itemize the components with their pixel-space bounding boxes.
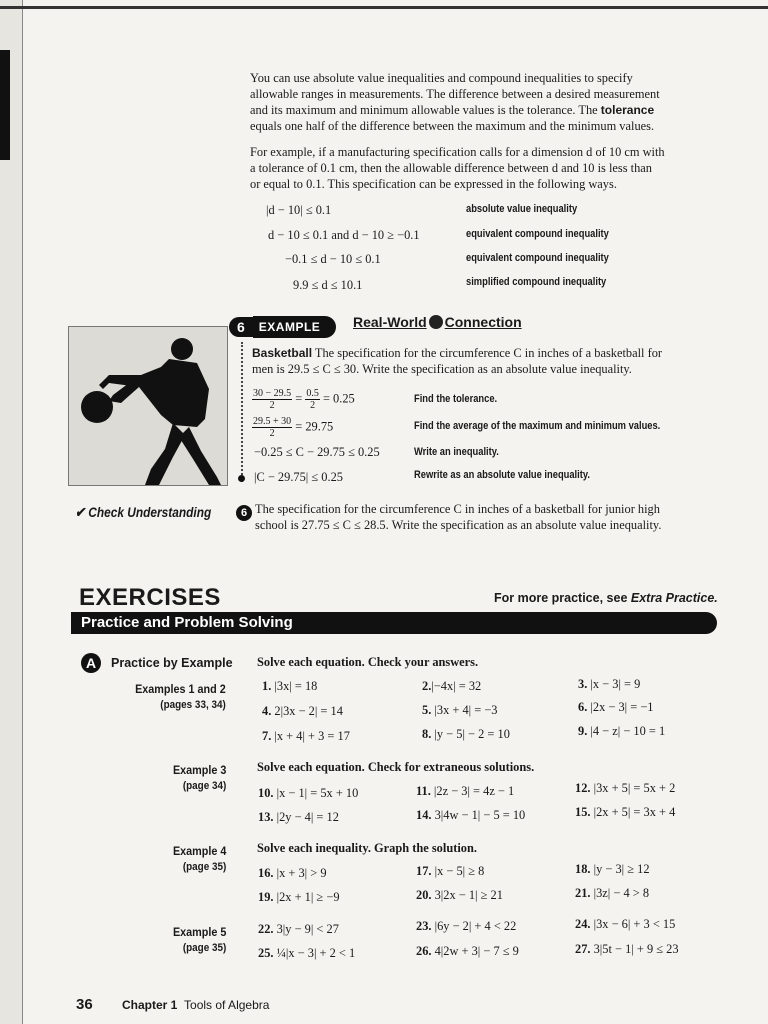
problem-number: 14. <box>416 808 432 822</box>
group-head-4: Example 5 <box>172 925 226 939</box>
problem-18 <box>575 862 650 877</box>
problem-number: 9. <box>578 724 588 738</box>
globe-icon <box>429 315 443 329</box>
spec-expr-4: 9.9 ≤ d ≤ 10.1 <box>293 278 363 292</box>
problem-number: 10. <box>258 786 274 800</box>
problem-22 <box>258 922 339 937</box>
problem-number: 17. <box>416 864 432 878</box>
problem-27 <box>575 942 679 957</box>
binder-tab <box>0 50 10 160</box>
text-line: For example, if a manufacturing specification calls for a dimension d of 10 cm with <box>250 145 665 159</box>
example-number: 6 <box>229 317 253 337</box>
group-instr-1: Solve each equation. Check your answers. <box>257 655 479 669</box>
problem-text: |x − 5| ≥ 8 <box>434 864 485 878</box>
problem-text: |3z| − 4 > 8 <box>593 886 650 900</box>
problem-text: |x + 3| > 9 <box>276 866 327 880</box>
group-instr-2: Solve each equation. Check for extraneous solutions. <box>257 760 535 774</box>
problem-number: 2. <box>422 679 432 693</box>
example-step-4: |C − 29.75| ≤ 0.25 <box>254 470 343 484</box>
checkmark-icon: ✔ <box>75 504 85 520</box>
problem-23 <box>416 919 516 934</box>
problem-number: 24. <box>575 917 591 931</box>
spec-note-3: equivalent compound inequality <box>466 252 609 264</box>
more-practice-note <box>494 591 718 605</box>
lead-term: Basketball <box>252 346 313 360</box>
text-line: allowable ranges in measurements. The difference between a desired measurement <box>250 87 660 101</box>
group-sub-2: (page 34) <box>182 780 226 792</box>
spec-note-1: absolute value inequality <box>466 203 578 215</box>
problem-text: |x − 1| = 5x + 10 <box>276 786 359 800</box>
problem-text: 3|5t − 1| + 9 ≤ 23 <box>593 942 679 956</box>
group-sub-1: (pages 33, 34) <box>160 699 226 711</box>
check-understanding-label <box>75 504 211 521</box>
problem-number: 5. <box>422 703 432 717</box>
problem-19 <box>258 890 340 905</box>
problem-text: |3x + 5| = 5x + 2 <box>593 781 676 795</box>
player-silhouette-svg <box>69 327 227 485</box>
group-sub-3: (page 35) <box>182 861 226 873</box>
fraction <box>305 388 320 411</box>
text-line: men is 29.5 ≤ C ≤ 30. Write the specification as an absolute value inequality. <box>252 362 632 376</box>
spec-expr-3: −0.1 ≤ d − 10 ≤ 0.1 <box>285 252 381 266</box>
exercises-title: EXERCISES <box>79 584 221 611</box>
step-note-2: Find the average of the maximum and minimum values. <box>414 420 661 432</box>
group-head-1: Examples 1 and 2 <box>135 682 226 696</box>
step-bullet <box>238 475 245 482</box>
step-note-3: Write an inequality. <box>414 446 499 458</box>
problem-text: |3x + 4| = −3 <box>434 703 498 717</box>
denominator: 2 <box>269 400 275 411</box>
problem-text: ¼|x − 3| + 2 < 1 <box>276 946 356 960</box>
problem-2 <box>422 679 481 694</box>
equals-sign: = <box>295 391 303 406</box>
problem-25 <box>258 946 355 961</box>
top-edge-line <box>0 6 768 9</box>
problem-11 <box>416 784 514 799</box>
label-text: Check Understanding <box>88 504 212 520</box>
example-dotted-rule <box>241 342 243 482</box>
problem-number: 4. <box>262 704 272 718</box>
problem-13 <box>258 810 339 825</box>
group-head-2: Example 3 <box>172 763 226 777</box>
numerator: 0.5 <box>306 388 319 399</box>
denominator: 2 <box>310 400 316 411</box>
problem-number: 11. <box>416 784 431 798</box>
problem-text: 3|2x − 1| ≥ 21 <box>434 888 503 902</box>
text-line: a tolerance of 0.1 cm, then the allowable difference between d and 10 is less than <box>250 161 652 175</box>
step-note-1: Find the tolerance. <box>414 393 498 405</box>
problem-number: 13. <box>258 810 274 824</box>
problem-text: |2y − 4| = 12 <box>276 810 339 824</box>
problem-number: 20. <box>416 888 432 902</box>
problem-text: |y − 3| ≥ 12 <box>593 862 650 876</box>
text-line: You can use absolute value inequalities and compound inequalities to specify <box>250 71 633 85</box>
problem-number: 25. <box>258 946 274 960</box>
problem-text: 2|3x − 2| = 14 <box>274 704 343 718</box>
problem-number: 16. <box>258 866 274 880</box>
problem-14 <box>416 808 525 823</box>
group-instr-3: Solve each inequality. Graph the solution. <box>257 841 477 855</box>
problem-text: |6y − 2| + 4 < 22 <box>434 919 517 933</box>
level-a-badge: A <box>81 653 101 673</box>
problem-20 <box>416 888 503 903</box>
problem-number: 23. <box>416 919 432 933</box>
example-word: EXAMPLE <box>253 316 337 338</box>
real-world-connection-title <box>353 314 522 330</box>
numerator: 29.5 + 30 <box>253 416 292 427</box>
step-note-4: Rewrite as an absolute value inequality. <box>414 469 590 481</box>
title-part: Real-World <box>353 314 427 330</box>
extra-practice-ref: Extra Practice. <box>630 591 718 605</box>
problem-17 <box>416 864 484 879</box>
check-number: 6 <box>236 505 252 521</box>
problem-10 <box>258 786 358 801</box>
group-sub-4: (page 35) <box>182 942 226 954</box>
problem-number: 19. <box>258 890 274 904</box>
problem-text: |2x + 1| ≥ −9 <box>276 890 340 904</box>
text-line: The specification for the circumference C in inches of a basketball for junior high <box>255 502 660 516</box>
practice-by-example-label: Practice by Example <box>111 656 233 670</box>
problem-number: 12. <box>575 781 591 795</box>
text-span: For more practice, see <box>494 591 628 605</box>
text-line <box>252 345 722 361</box>
text-span: The specification for the circumference C in inches of a basketball for <box>314 346 663 360</box>
example-step-1 <box>252 388 355 411</box>
problem-text: |2z − 3| = 4z − 1 <box>433 784 515 798</box>
problem-number: 3. <box>578 677 588 691</box>
spec-note-4: simplified compound inequality <box>466 276 607 288</box>
key-term: tolerance <box>600 103 655 117</box>
text-span: and its maximum and minimum allowable values is the tolerance. The <box>250 103 598 117</box>
spec-note-2: equivalent compound inequality <box>466 228 609 240</box>
intro-paragraph-1 <box>250 70 712 134</box>
example-problem <box>252 345 722 377</box>
problem-number: 22. <box>258 922 274 936</box>
problem-text: |−4x| = 32 <box>431 679 482 693</box>
problem-8 <box>422 727 510 742</box>
problem-text: 3|4w − 1| − 5 = 10 <box>434 808 526 822</box>
problem-16 <box>258 866 327 881</box>
problem-number: 6. <box>578 700 588 714</box>
problem-6 <box>578 700 654 715</box>
problem-5 <box>422 703 498 718</box>
problem-text: |2x + 5| = 3x + 4 <box>593 805 676 819</box>
result: = 29.75 <box>295 419 334 434</box>
problem-7 <box>262 729 350 744</box>
text-line: or equal to 0.1. This specification can be expressed in the following ways. <box>250 177 617 191</box>
problem-number: 7. <box>262 729 272 743</box>
text-line: school is 27.75 ≤ C ≤ 28.5. Write the specification as an absolute value inequality. <box>255 518 662 532</box>
problem-21 <box>575 886 649 901</box>
problem-1 <box>262 679 317 694</box>
chapter-footer <box>122 998 269 1012</box>
problem-text: |x + 4| + 3 = 17 <box>274 729 350 743</box>
fraction <box>252 416 292 439</box>
problem-number: 15. <box>575 805 591 819</box>
intro-paragraph-2 <box>250 144 712 192</box>
basketball-player-image <box>68 326 228 486</box>
group-head-3: Example 4 <box>172 844 226 858</box>
text-line: equals one half of the difference between the maximum and the minimum values. <box>250 119 655 133</box>
problem-number: 27. <box>575 942 591 956</box>
problem-3 <box>578 677 640 692</box>
example-step-3: −0.25 ≤ C − 29.75 ≤ 0.25 <box>254 445 380 459</box>
check-problem <box>255 501 725 533</box>
problem-text: |x − 3| = 9 <box>590 677 641 691</box>
problem-number: 26. <box>416 944 432 958</box>
problem-number: 21. <box>575 886 591 900</box>
example-badge <box>229 316 336 338</box>
chapter-label: Chapter 1 <box>122 998 178 1012</box>
problem-text: 4|2w + 3| − 7 ≤ 9 <box>434 944 519 958</box>
title-part: Connection <box>444 314 522 330</box>
result: = 0.25 <box>322 391 355 406</box>
spec-expr-2: d − 10 ≤ 0.1 and d − 10 ≥ −0.1 <box>268 228 420 242</box>
problem-24 <box>575 917 675 932</box>
page-number: 36 <box>76 996 93 1013</box>
example-step-2 <box>252 416 333 439</box>
problem-number: 18. <box>575 862 591 876</box>
problem-text: 3|y − 9| < 27 <box>276 922 339 936</box>
fraction <box>252 388 292 411</box>
problem-9 <box>578 724 665 739</box>
numerator: 30 − 29.5 <box>253 388 292 399</box>
problem-text: |2x − 3| = −1 <box>590 700 654 714</box>
chapter-title: Tools of Algebra <box>184 998 270 1012</box>
denominator: 2 <box>269 428 275 439</box>
text-line <box>250 102 712 118</box>
problem-text: |y − 5| − 2 = 10 <box>434 727 510 741</box>
problem-12 <box>575 781 675 796</box>
problem-text: |3x − 6| + 3 < 15 <box>593 917 676 931</box>
problem-15 <box>575 805 675 820</box>
problem-26 <box>416 944 519 959</box>
problem-4 <box>262 704 343 719</box>
problem-text: |3x| = 18 <box>274 679 318 693</box>
problem-number: 1. <box>262 679 272 693</box>
problem-number: 8. <box>422 727 432 741</box>
practice-banner: Practice and Problem Solving <box>71 612 717 634</box>
problem-text: |4 − z| − 10 = 1 <box>590 724 666 738</box>
spec-expr-1: |d − 10| ≤ 0.1 <box>266 203 332 217</box>
